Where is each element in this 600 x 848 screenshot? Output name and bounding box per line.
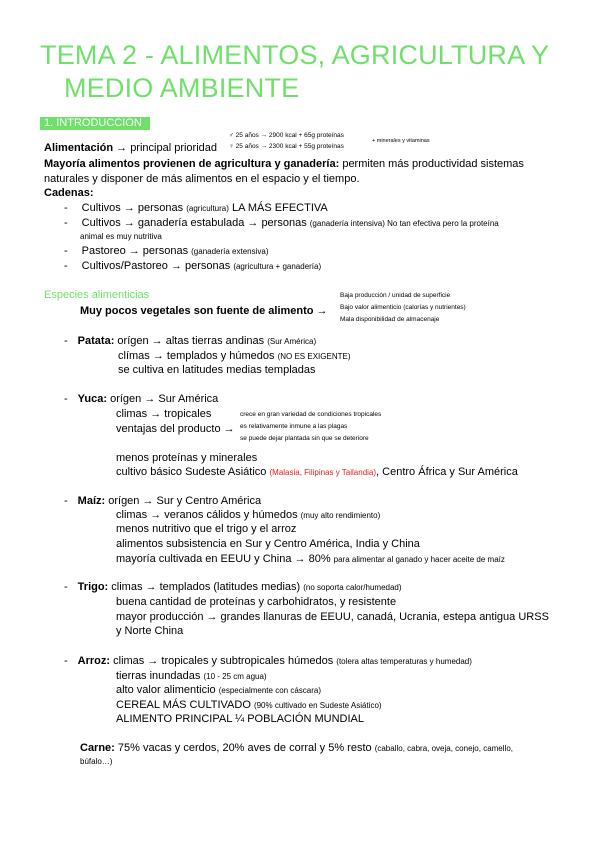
- trigo-line1: - Trigo: climas → templados (latitudes medias) (no soporta calor/humedad): [64, 581, 402, 593]
- yuca-line2: climas → tropicales: [116, 408, 212, 420]
- alimentacion-text: → principal prioridad: [113, 142, 218, 154]
- list-item: - Pastoreo → personas (ganadería extensiva): [64, 245, 269, 257]
- mayoria-line1: [44, 157, 524, 171]
- yuca-line1: - Yuca: orígen → Sur América: [64, 393, 219, 405]
- mayoria-line2: naturales y disponer de más alimentos en el espacio y el tiempo.: [44, 173, 360, 185]
- patata-line1: - Patata: orígen → altas tierras andinas (Sur América): [64, 335, 317, 347]
- list-item: - Cultivos → ganadería estabulada → personas (ganadería intensiva) No tan efectiva pero la proteína: [64, 217, 499, 229]
- page-title-line1: TEMA 2 - ALIMENTOS, AGRICULTURA Y: [40, 40, 550, 70]
- mayoria-text: permiten más productividad sistemas: [339, 158, 524, 170]
- yuca-ventaja: crece en gran variedad de condiciones tropicales: [240, 411, 382, 418]
- page-title-line2: MEDIO AMBIENTE: [64, 73, 300, 103]
- yuca-line5: cultivo básico Sudeste Asiático (Malasia, Filipinas y Tailandia), Centro África y Sur América: [116, 466, 518, 478]
- especies-note: Bajo valor alimenticio (calorías y nutrientes): [340, 304, 466, 311]
- trigo-line3: mayor producción → grandes llanuras de EEUU, canadá, Ucrania, estepa antigua URSS: [116, 611, 549, 623]
- list-item: - Cultivos → personas (agricultura) LA MÁS EFECTIVA: [64, 202, 328, 214]
- yuca-ventaja: se puede dejar plantada sin que se deteriore: [240, 435, 369, 442]
- maiz-line4: alimentos subsistencia en Sur y Centro América, India y China: [116, 538, 420, 550]
- patata-line2: clímas → templados y húmedos (NO ES EXIGENTE): [118, 350, 351, 362]
- minerals-note: + minerales y vitaminas: [372, 138, 430, 144]
- maiz-line5: mayoría cultivada en EEUU y China → 80% para alimentar al ganado y hacer aceite de maíz: [116, 553, 505, 565]
- arroz-line3: alto valor alimenticio (especialmente con cáscara): [116, 684, 321, 696]
- arroz-line5: ALIMENTO PRINCIPAL ¼ POBLACIÓN MUNDIAL: [116, 713, 364, 725]
- arroz-line2: tierras inundadas (10 - 25 cm agua): [116, 670, 267, 682]
- mayoria-bold: Mayoría alimentos provienen de agricultura y ganadería:: [44, 158, 340, 170]
- patata-line3: se cultiva en latitudes medias templadas: [118, 364, 316, 376]
- alimentacion-label: Alimentación: [44, 142, 114, 154]
- female-requirement: ♀ 25 años → 2300 kcal + 55g proteínas: [229, 143, 344, 150]
- yuca-line3: ventajas del producto →: [116, 423, 235, 435]
- arroz-line4: CEREAL MÁS CULTIVADO (90% cultivado en Sudeste Asiático): [116, 699, 382, 711]
- carne-line2: búfalo…): [80, 757, 113, 766]
- trigo-line4: y Norte China: [116, 625, 184, 637]
- cadena2-continuation: animal es muy nutritiva: [80, 232, 162, 241]
- yuca-line4: menos proteínas y minerales: [116, 452, 258, 464]
- especies-note: Mala disponibilidad de almacenaje: [340, 316, 440, 323]
- male-requirement: ♂ 25 años → 2900 kcal + 65g proteínas: [229, 132, 344, 139]
- carne-line1: Carne: 75% vacas y cerdos, 20% aves de corral y 5% resto (caballo, cabra, oveja, conejo, camello,: [80, 742, 513, 754]
- list-item: - Cultivos/Pastoreo → personas (agricultura + ganadería): [64, 260, 322, 272]
- especies-note: Baja producción / unidad de superficie: [340, 292, 451, 299]
- maiz-line2: climas → veranos cálidos y húmedos (muy alto rendimiento): [116, 509, 381, 521]
- trigo-line2: buena cantidad de proteínas y carbohidratos, y resistente: [116, 596, 397, 608]
- section-heading-introduccion: 1. INTRODUCCIÓN: [40, 117, 150, 130]
- cadenas-label: Cadenas:: [44, 187, 94, 199]
- especies-intro: Muy pocos vegetales son fuente de alimento →: [80, 305, 328, 317]
- arroz-line1: - Arroz: climas → tropicales y subtropicales húmedos (tolera altas temperaturas y humedad): [64, 655, 472, 667]
- maiz-line3: menos nutritivo que el trigo y el arroz: [116, 523, 297, 535]
- especies-heading: Especies alimenticias: [44, 289, 150, 301]
- alimentacion-line: [44, 141, 217, 155]
- yuca-ventaja: es relativamente inmune a las plagas: [240, 423, 348, 430]
- maiz-line1: - Maíz: orígen → Sur y Centro América: [64, 495, 262, 507]
